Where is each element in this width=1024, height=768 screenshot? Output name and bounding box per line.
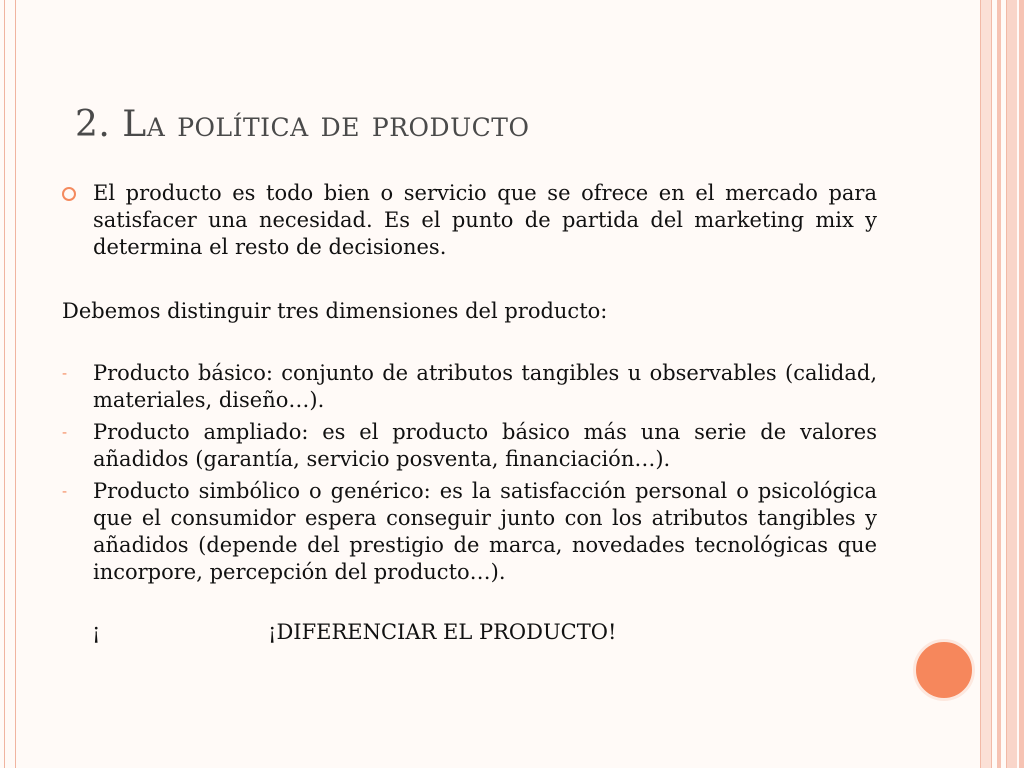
closing-line — [62, 619, 877, 649]
list-item — [62, 360, 877, 414]
right-stripe-decoration — [1019, 0, 1024, 768]
closing-slogan: ¡DIFERENCIAR EL PRODUCTO! — [268, 620, 617, 644]
dash-bullet-icon: - — [62, 423, 68, 441]
right-stripe-decoration — [980, 0, 992, 768]
right-stripe-decoration — [1006, 0, 1017, 768]
left-border-decoration — [4, 0, 16, 768]
intro-bullet-text: El producto es todo bien o servicio que se ofrece en el mercado para satisfacer una necesidad. Es el punto de partida del marketing mix y determina el resto de decisiones. — [93, 181, 877, 259]
dash-bullet-icon: - — [62, 364, 68, 382]
orange-circle-decoration — [913, 639, 975, 701]
list-item — [62, 419, 877, 473]
list-item — [62, 478, 877, 586]
list-item-text: Producto básico: conjunto de atributos tangibles u observables (calidad, materiales, diseño…). — [93, 361, 877, 412]
right-stripe-decoration — [997, 0, 1001, 768]
intro-bullet — [62, 180, 877, 261]
circle-bullet-icon — [62, 187, 76, 201]
slide-body — [62, 180, 877, 649]
list-item-text: Producto ampliado: es el producto básico más una serie de valores añadidos (garantía, servicio posventa, financiación…). — [93, 420, 877, 471]
dash-bullet-icon: - — [62, 482, 68, 500]
slide-title: 2. La política de producto — [75, 104, 530, 145]
list-item-text: Producto simbólico o genérico: es la satisfacción personal o psicológica que el consumidor espera conseguir junto con los atributos tangibles y añadidos (depende del prestigio de marca, novedades tecnológicas que incorpore, percepción del producto…). — [93, 479, 877, 584]
closing-left-text: ¡ — [92, 620, 101, 644]
lead-text: Debemos distinguir tres dimensiones del producto: — [62, 299, 608, 323]
